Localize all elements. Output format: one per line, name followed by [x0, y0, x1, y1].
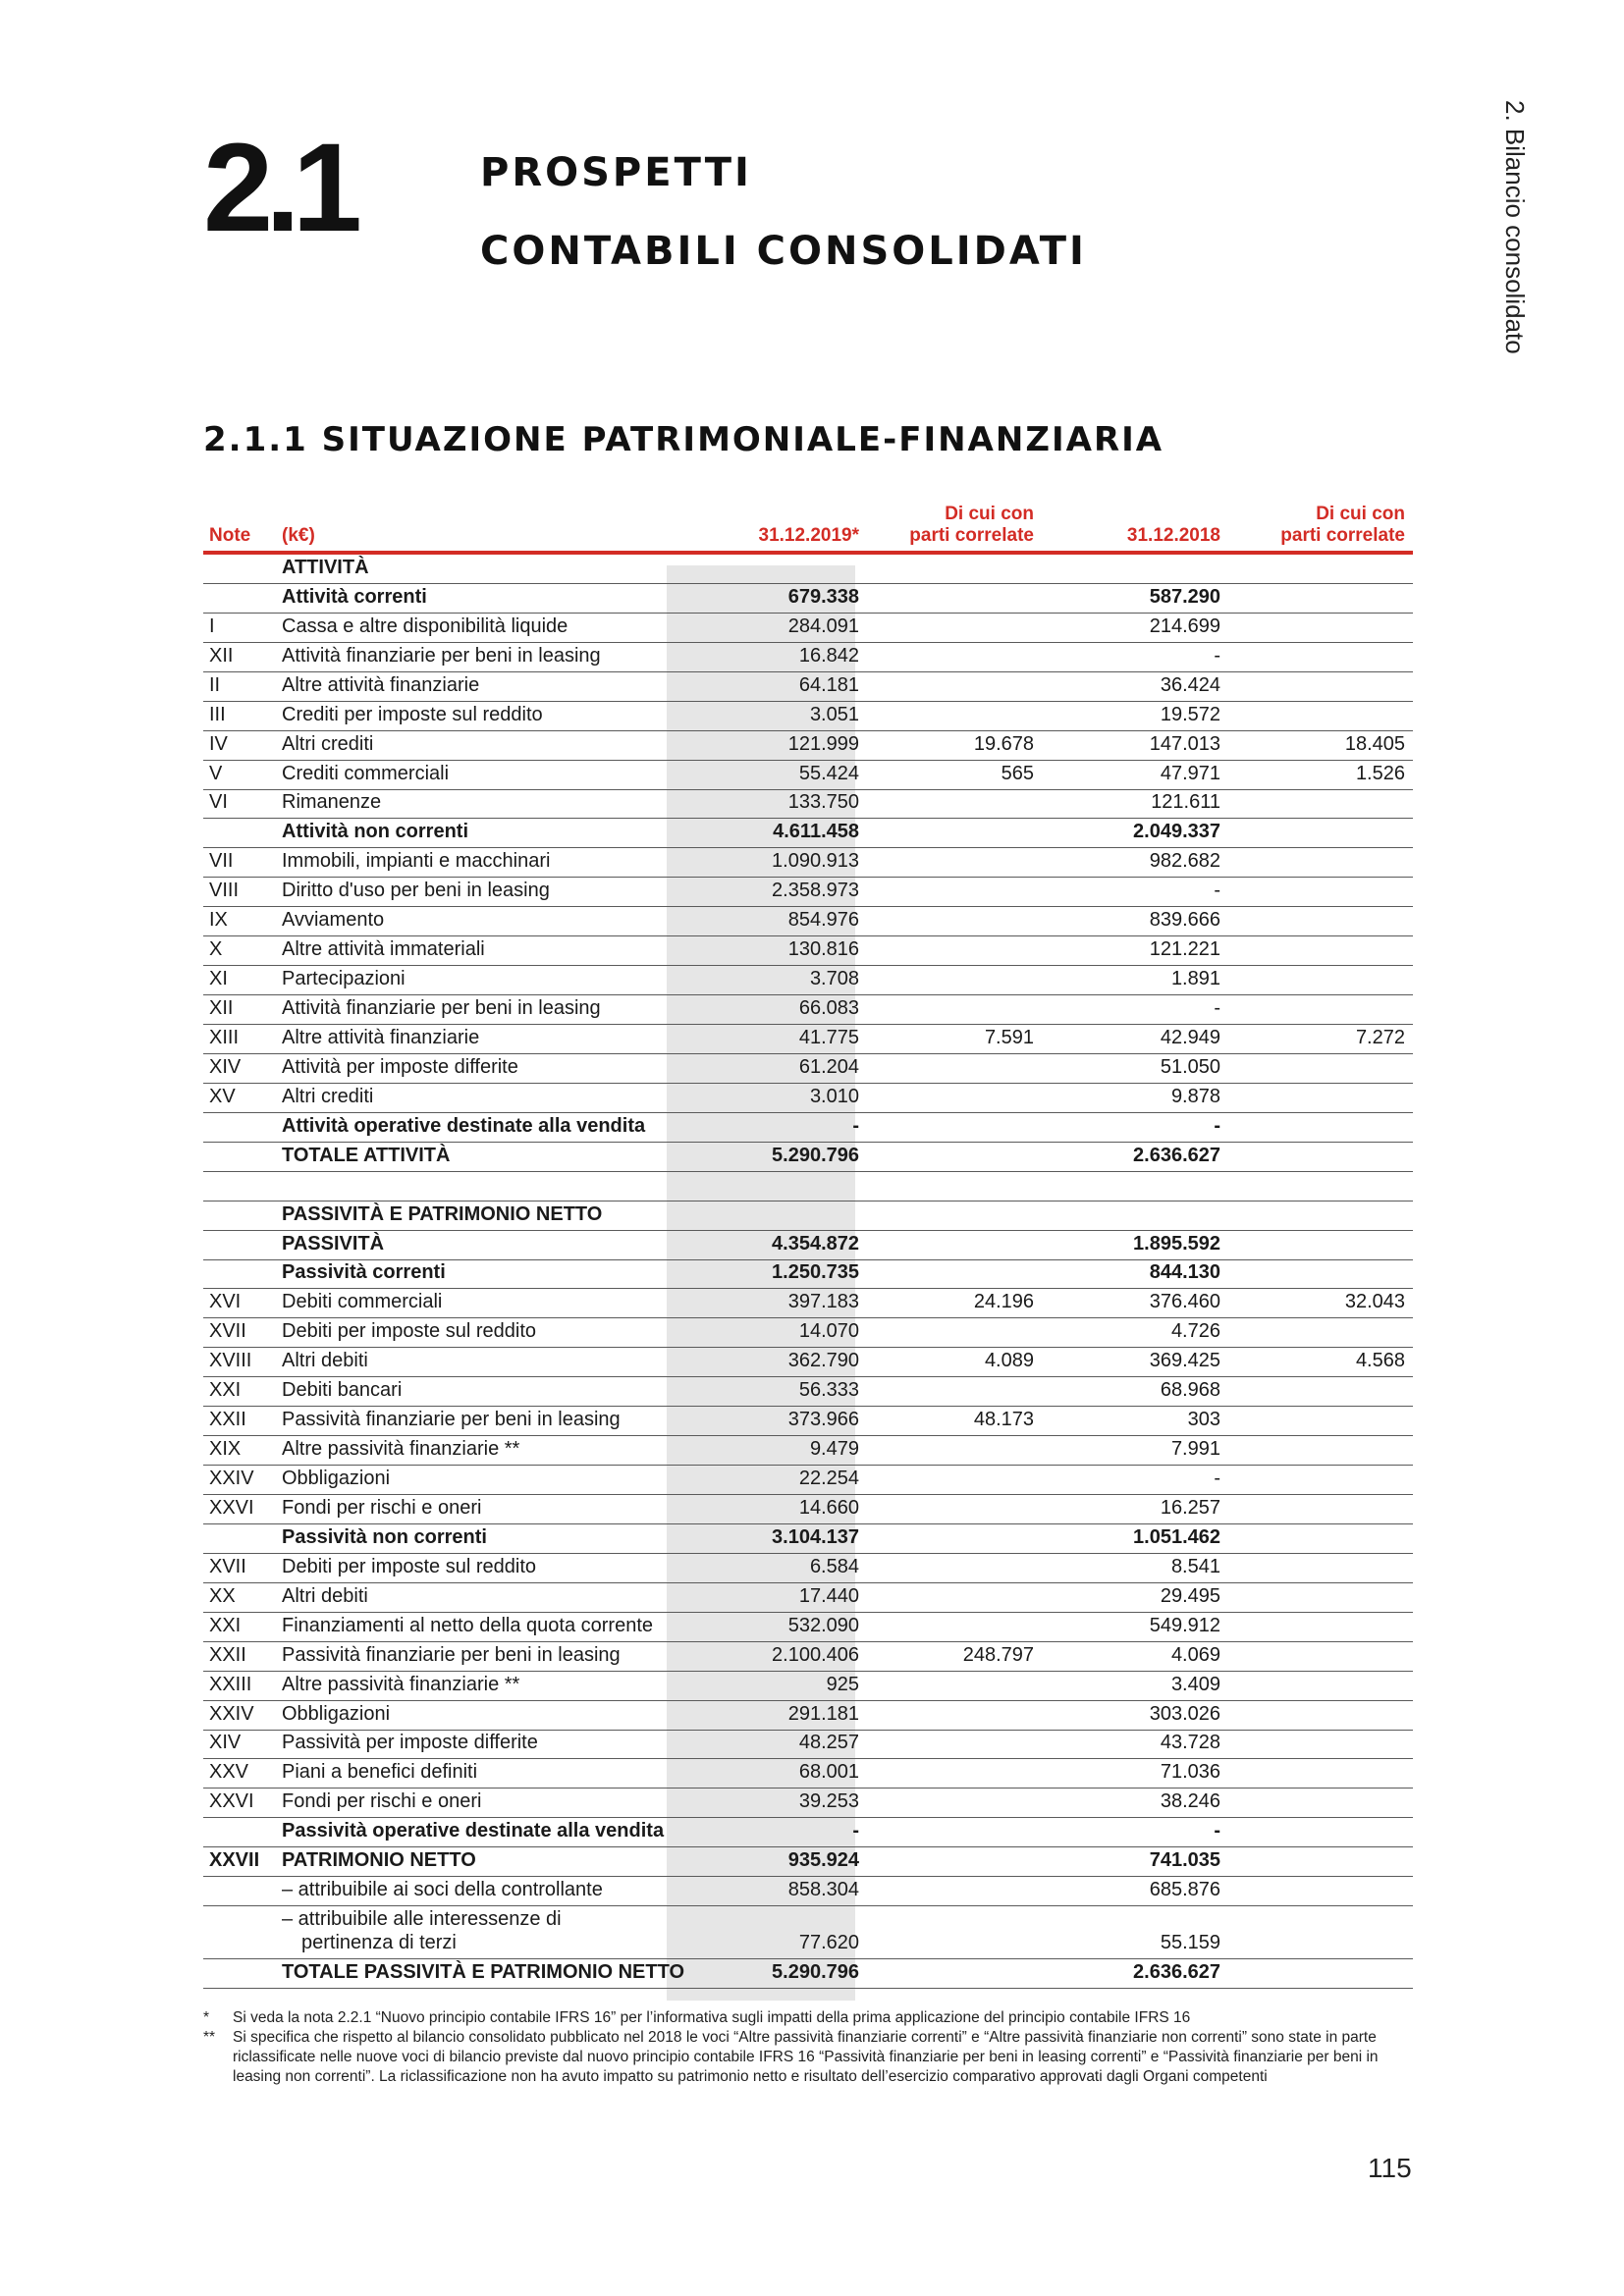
row-value-2018: -	[1214, 644, 1220, 667]
row-label-line1: – attribuibile alle interessenze di	[282, 1908, 562, 1931]
row-value-2018: -	[1214, 1114, 1220, 1137]
table-row	[203, 1407, 1413, 1436]
row-value-2019: 5.290.796	[772, 1961, 859, 1984]
row-value-2018: 42.949	[1160, 1026, 1220, 1048]
row-value-2018: 147.013	[1149, 732, 1220, 755]
row-value-2019: 679.338	[787, 585, 859, 608]
table-row	[203, 672, 1413, 702]
row-label: Crediti per imposte sul reddito	[282, 703, 543, 725]
table-row	[203, 1348, 1413, 1377]
row-value-2018: -	[1214, 880, 1220, 902]
row-value-2018: 1.051.462	[1133, 1525, 1220, 1548]
row-value-2018: 51.050	[1160, 1055, 1220, 1078]
row-value-2018: 587.290	[1149, 585, 1220, 608]
row-value-2018: 55.159	[1160, 1932, 1220, 1954]
header-unit: (k€)	[282, 525, 315, 546]
row-related-2019: 19.678	[973, 732, 1034, 755]
table-row	[203, 1524, 1413, 1554]
table-row	[203, 584, 1413, 614]
row-note: XII	[209, 997, 234, 1019]
row-label: Obbligazioni	[282, 1702, 391, 1725]
row-note: XXIV	[209, 1702, 254, 1725]
table-row	[203, 1054, 1413, 1084]
table-row	[203, 1495, 1413, 1524]
row-label: Altre attività finanziarie	[282, 1026, 480, 1048]
row-label: Altre passività finanziarie **	[282, 1673, 520, 1695]
row-value-2019: 1.250.735	[772, 1261, 859, 1284]
row-value-2018: 9.878	[1170, 1085, 1220, 1107]
row-value-2019: 858.304	[787, 1879, 859, 1901]
header-related-2019-line2: parti correlate	[909, 525, 1034, 546]
row-value-2018: 8.541	[1170, 1555, 1220, 1577]
row-value-2019: 4.611.458	[773, 821, 859, 843]
row-value-2019: 5.290.796	[772, 1144, 859, 1166]
row-value-2019: 935.924	[787, 1849, 859, 1872]
row-value-2019: 2.100.406	[772, 1643, 859, 1666]
row-note: VIII	[209, 880, 240, 902]
row-value-2019: 121.999	[787, 732, 859, 755]
row-value-2019: 6.584	[809, 1555, 859, 1577]
table-row	[203, 731, 1413, 761]
table-row	[203, 1231, 1413, 1260]
section-title: 2.1.1 SITUAZIONE PATRIMONIALE-FINANZIARIA	[203, 420, 1164, 459]
row-label: Obbligazioni	[282, 1468, 391, 1489]
row-note: XXVI	[209, 1790, 254, 1813]
row-value-2019: 3.708	[809, 968, 859, 990]
row-label: Finanziamenti al netto della quota corrente	[282, 1614, 654, 1636]
row-value-2019: 22.254	[798, 1468, 859, 1489]
table-row	[203, 1113, 1413, 1143]
row-label-line2: pertinenza di terzi	[301, 1932, 457, 1954]
row-note: I	[209, 614, 215, 637]
table-row	[203, 1583, 1413, 1613]
row-value-2019: 3.104.137	[772, 1525, 859, 1548]
row-value-2018: 4.069	[1170, 1643, 1220, 1666]
row-related-2018: 4.568	[1355, 1350, 1405, 1372]
row-note: XXIV	[209, 1468, 254, 1489]
row-related-2019: 248.797	[962, 1643, 1034, 1666]
footnote-mark: **	[203, 2029, 216, 2046]
table-row	[203, 1377, 1413, 1407]
row-note: X	[209, 938, 223, 961]
row-value-2019: 373.966	[787, 1409, 859, 1431]
row-label: Attività finanziarie per beni in leasing	[282, 997, 601, 1019]
header-related-2018-line1: Di cui con	[1316, 504, 1405, 524]
row-value-2019: 925	[826, 1673, 859, 1695]
table-row	[203, 1201, 1413, 1231]
row-label: Debiti bancari	[282, 1379, 403, 1402]
row-related-2019: 24.196	[973, 1291, 1034, 1313]
table-row	[203, 1959, 1413, 1989]
table-row	[203, 1025, 1413, 1054]
row-note: VII	[209, 850, 234, 873]
row-note: XXI	[209, 1614, 242, 1636]
table-body	[203, 555, 1413, 1989]
footnotes	[203, 2008, 1413, 2087]
row-note: III	[209, 703, 226, 725]
row-value-2018: 2.636.627	[1133, 1144, 1220, 1166]
row-value-2019: 3.051	[809, 703, 859, 725]
table-row	[203, 1084, 1413, 1113]
row-label: Diritto d'uso per beni in leasing	[282, 880, 550, 902]
row-label	[282, 1907, 562, 1954]
table-row	[203, 1672, 1413, 1701]
row-value-2019: 854.976	[787, 909, 859, 932]
row-value-2019: 291.181	[787, 1702, 859, 1725]
chapter-title-line2: CONTABILI CONSOLIDATI	[480, 229, 1087, 274]
row-label: PASSIVITÀ E PATRIMONIO NETTO	[282, 1202, 603, 1225]
row-value-2018: -	[1214, 1468, 1220, 1489]
row-note: XX	[209, 1584, 236, 1607]
row-note: V	[209, 762, 223, 784]
row-value-2018: 303.026	[1149, 1702, 1220, 1725]
header-related-2019-line1: Di cui con	[945, 504, 1034, 524]
row-note: XXVI	[209, 1496, 254, 1519]
row-note: IX	[209, 909, 228, 932]
row-value-2019: 4.354.872	[772, 1232, 859, 1255]
footnote-text: Si veda la nota 2.2.1 “Nuovo principio contabile IFRS 16” per l’informativa sugli impatti della prima applicazione del principio contabile IFRS 16	[233, 2009, 1191, 2026]
page-number: 115	[1368, 2153, 1412, 2183]
row-value-2019: 14.660	[798, 1496, 859, 1519]
row-related-2019: 7.591	[984, 1026, 1034, 1048]
row-label: Attività correnti	[282, 585, 427, 608]
row-note: XXII	[209, 1409, 246, 1431]
header-2018: 31.12.2018	[1126, 525, 1220, 546]
table-row	[203, 907, 1413, 936]
table-row	[203, 848, 1413, 878]
row-value-2018: 369.425	[1149, 1350, 1220, 1372]
row-label: Altri crediti	[282, 1085, 374, 1107]
row-label: Altri debiti	[282, 1584, 368, 1607]
row-value-2018: -	[1214, 997, 1220, 1019]
row-value-2018: 214.699	[1149, 614, 1220, 637]
row-related-2018: 32.043	[1344, 1291, 1405, 1313]
row-value-2018: 376.460	[1149, 1291, 1220, 1313]
row-label: Attività per imposte differite	[282, 1055, 518, 1078]
row-related-2019: 4.089	[984, 1350, 1034, 1372]
row-value-2019: 14.070	[798, 1320, 859, 1343]
chapter-number: 2.1	[203, 118, 354, 258]
row-value-2018: 7.991	[1170, 1438, 1220, 1461]
row-note: XXII	[209, 1643, 246, 1666]
table-row	[203, 936, 1413, 966]
table-row	[203, 1759, 1413, 1789]
row-value-2019: 16.842	[798, 644, 859, 667]
row-note: XXIII	[209, 1673, 252, 1695]
row-value-2018: 741.035	[1149, 1849, 1220, 1872]
row-value-2019: 1.090.913	[772, 850, 859, 873]
row-note: IV	[209, 732, 228, 755]
row-note: XI	[209, 968, 228, 990]
row-value-2019: 68.001	[798, 1761, 859, 1784]
table-row	[203, 1847, 1413, 1877]
table-row	[203, 1613, 1413, 1642]
table-row	[203, 1906, 1413, 1959]
row-value-2019: 532.090	[787, 1614, 859, 1636]
table-row	[203, 761, 1413, 790]
footnote-text: Si specifica che rispetto al bilancio consolidato pubblicato nel 2018 le voci “Altre passività finanziarie correnti” e “Altre passività finanziarie non correnti” sono state in parte riclassificate nelle nuove voci di bilancio previste dal nuovo principio contabile IFRS 16 “Passività finanziarie per beni in leasing correnti” e “Passività finanziarie per beni in leasing non correnti”. La riclassificazione non ha avuto impatto su patrimonio netto e risultato dell’esercizio comparativo approvati dagli Organi competenti	[233, 2029, 1379, 2085]
row-value-2019: 2.358.973	[772, 880, 859, 902]
row-label: Debiti commerciali	[282, 1291, 443, 1313]
header-related-2019	[909, 504, 1034, 547]
row-related-2018: 7.272	[1355, 1026, 1405, 1048]
row-value-2018: 4.726	[1170, 1320, 1220, 1343]
row-value-2019: 41.775	[798, 1026, 859, 1048]
row-value-2019: 48.257	[798, 1732, 859, 1754]
row-value-2019: 66.083	[798, 997, 859, 1019]
table-row	[203, 1731, 1413, 1760]
row-label: Passività non correnti	[282, 1525, 487, 1548]
row-label: TOTALE ATTIVITÀ	[282, 1144, 451, 1166]
row-value-2018: 19.572	[1160, 703, 1220, 725]
row-note: XIV	[209, 1055, 242, 1078]
row-label: TOTALE PASSIVITÀ E PATRIMONIO NETTO	[282, 1961, 685, 1984]
row-related-2019: 48.173	[973, 1409, 1034, 1431]
table-row	[203, 555, 1413, 584]
row-value-2019: 61.204	[798, 1055, 859, 1078]
row-label: PASSIVITÀ	[282, 1232, 385, 1255]
row-label: Piani a benefici definiti	[282, 1761, 478, 1784]
row-value-2018: 47.971	[1160, 762, 1220, 784]
row-label: Altre attività finanziarie	[282, 673, 480, 696]
row-label: Debiti per imposte sul reddito	[282, 1320, 537, 1343]
row-label: Rimanenze	[282, 791, 382, 814]
footnote-mark: *	[203, 2009, 210, 2026]
row-label: Altri debiti	[282, 1350, 368, 1372]
row-label: Passività finanziarie per beni in leasing	[282, 1643, 621, 1666]
row-label: Crediti commerciali	[282, 762, 450, 784]
row-note: XIII	[209, 1026, 240, 1048]
row-value-2019: 397.183	[787, 1291, 859, 1313]
row-value-2018: 844.130	[1149, 1261, 1220, 1284]
table-header	[203, 505, 1413, 555]
row-label: ATTIVITÀ	[282, 556, 369, 578]
row-value-2018: 2.049.337	[1133, 821, 1220, 843]
table-row	[203, 1143, 1413, 1172]
table-row	[203, 790, 1413, 820]
row-value-2018: 121.611	[1151, 791, 1220, 814]
row-value-2019: -	[852, 1820, 859, 1842]
row-note: XXI	[209, 1379, 242, 1402]
table-row	[203, 966, 1413, 995]
row-value-2018: 685.876	[1149, 1879, 1220, 1901]
row-note: XII	[209, 644, 234, 667]
row-value-2019: 130.816	[787, 938, 859, 961]
row-label: Altre attività immateriali	[282, 938, 485, 961]
row-value-2018: 3.409	[1170, 1673, 1220, 1695]
row-value-2019: -	[852, 1114, 859, 1137]
row-label: Passività per imposte differite	[282, 1732, 538, 1754]
chapter-title-line1: PROSPETTI	[480, 150, 752, 195]
row-note: XVII	[209, 1320, 246, 1343]
row-value-2019: 55.424	[798, 762, 859, 784]
row-label: Altre passività finanziarie **	[282, 1438, 520, 1461]
table-row	[203, 614, 1413, 643]
row-value-2018: 29.495	[1160, 1584, 1220, 1607]
row-note: II	[209, 673, 221, 696]
row-value-2019: 64.181	[798, 673, 859, 696]
table-row	[203, 1554, 1413, 1583]
row-label: Partecipazioni	[282, 968, 406, 990]
row-value-2018: 2.636.627	[1133, 1961, 1220, 1984]
table-row	[203, 702, 1413, 731]
row-note: XV	[209, 1085, 236, 1107]
header-related-2018-line2: parti correlate	[1280, 525, 1405, 546]
row-note: XVII	[209, 1555, 246, 1577]
row-value-2018: -	[1214, 1820, 1220, 1842]
row-label: Immobili, impianti e macchinari	[282, 850, 551, 873]
table-row	[203, 643, 1413, 672]
row-label: PATRIMONIO NETTO	[282, 1849, 476, 1872]
row-value-2019: 3.010	[809, 1085, 859, 1107]
row-value-2018: 38.246	[1160, 1790, 1220, 1813]
row-value-2018: 16.257	[1160, 1496, 1220, 1519]
row-note: XXVII	[209, 1849, 260, 1872]
row-value-2018: 303	[1187, 1409, 1220, 1431]
row-label: Passività operative destinate alla vendita	[282, 1820, 665, 1842]
row-note: VI	[209, 791, 228, 814]
row-label: Passività correnti	[282, 1261, 446, 1284]
row-value-2018: 36.424	[1160, 673, 1220, 696]
row-value-2018: 1.895.592	[1133, 1232, 1220, 1255]
row-label: Fondi per rischi e oneri	[282, 1496, 482, 1519]
row-value-2018: 43.728	[1160, 1732, 1220, 1754]
row-value-2018: 549.912	[1149, 1614, 1220, 1636]
row-note: XIX	[209, 1438, 242, 1461]
row-label: Attività operative destinate alla vendita	[282, 1114, 646, 1137]
row-label: – attribuibile ai soci della controllante	[282, 1879, 603, 1901]
table-row	[203, 1701, 1413, 1731]
row-value-2018: 71.036	[1160, 1761, 1220, 1784]
table-row	[203, 1877, 1413, 1906]
side-running-label: 2. Bilancio consolidato	[1500, 100, 1530, 354]
row-label: Fondi per rischi e oneri	[282, 1790, 482, 1813]
row-label: Avviamento	[282, 909, 385, 932]
row-value-2019: 17.440	[798, 1584, 859, 1607]
row-label: Debiti per imposte sul reddito	[282, 1555, 537, 1577]
row-label: Attività finanziarie per beni in leasing	[282, 644, 601, 667]
header-note: Note	[209, 525, 251, 546]
balance-sheet-table	[203, 505, 1413, 1989]
table-row	[203, 819, 1413, 848]
row-value-2019: 133.750	[787, 791, 859, 814]
table-row	[203, 1789, 1413, 1818]
row-label: Altri crediti	[282, 732, 374, 755]
row-value-2019: 284.091	[787, 614, 859, 637]
header-2019: 31.12.2019*	[758, 525, 859, 546]
row-note: XVIII	[209, 1350, 252, 1372]
table-row	[203, 878, 1413, 907]
table-row	[203, 995, 1413, 1025]
row-value-2019: 77.620	[798, 1932, 859, 1954]
row-label: Attività non correnti	[282, 821, 469, 843]
table-row	[203, 1642, 1413, 1672]
table-row	[203, 1289, 1413, 1318]
table-row	[203, 1436, 1413, 1466]
header-related-2018	[1280, 504, 1405, 547]
chapter-title	[480, 133, 1087, 291]
row-value-2018: 982.682	[1149, 850, 1220, 873]
row-value-2019: 56.333	[798, 1379, 859, 1402]
row-related-2018: 1.526	[1355, 762, 1405, 784]
row-value-2018: 839.666	[1149, 909, 1220, 932]
row-value-2019: 362.790	[787, 1350, 859, 1372]
footnote	[203, 2028, 1413, 2087]
row-note: XIV	[209, 1732, 242, 1754]
row-related-2018: 18.405	[1344, 732, 1405, 755]
table-row	[203, 1260, 1413, 1290]
row-label: Passività finanziarie per beni in leasing	[282, 1409, 621, 1431]
footnote	[203, 2008, 1413, 2028]
table-row	[203, 1318, 1413, 1348]
row-value-2018: 68.968	[1160, 1379, 1220, 1402]
row-value-2019: 39.253	[798, 1790, 859, 1813]
row-related-2019: 565	[1001, 762, 1034, 784]
row-value-2019: 9.479	[809, 1438, 859, 1461]
table-row	[203, 1818, 1413, 1847]
row-value-2018: 1.891	[1170, 968, 1220, 990]
table-row	[203, 1172, 1413, 1201]
row-value-2018: 121.221	[1149, 938, 1220, 961]
row-note: XXV	[209, 1761, 249, 1784]
row-note: XVI	[209, 1291, 242, 1313]
row-label: Cassa e altre disponibilità liquide	[282, 614, 568, 637]
table-row	[203, 1466, 1413, 1495]
